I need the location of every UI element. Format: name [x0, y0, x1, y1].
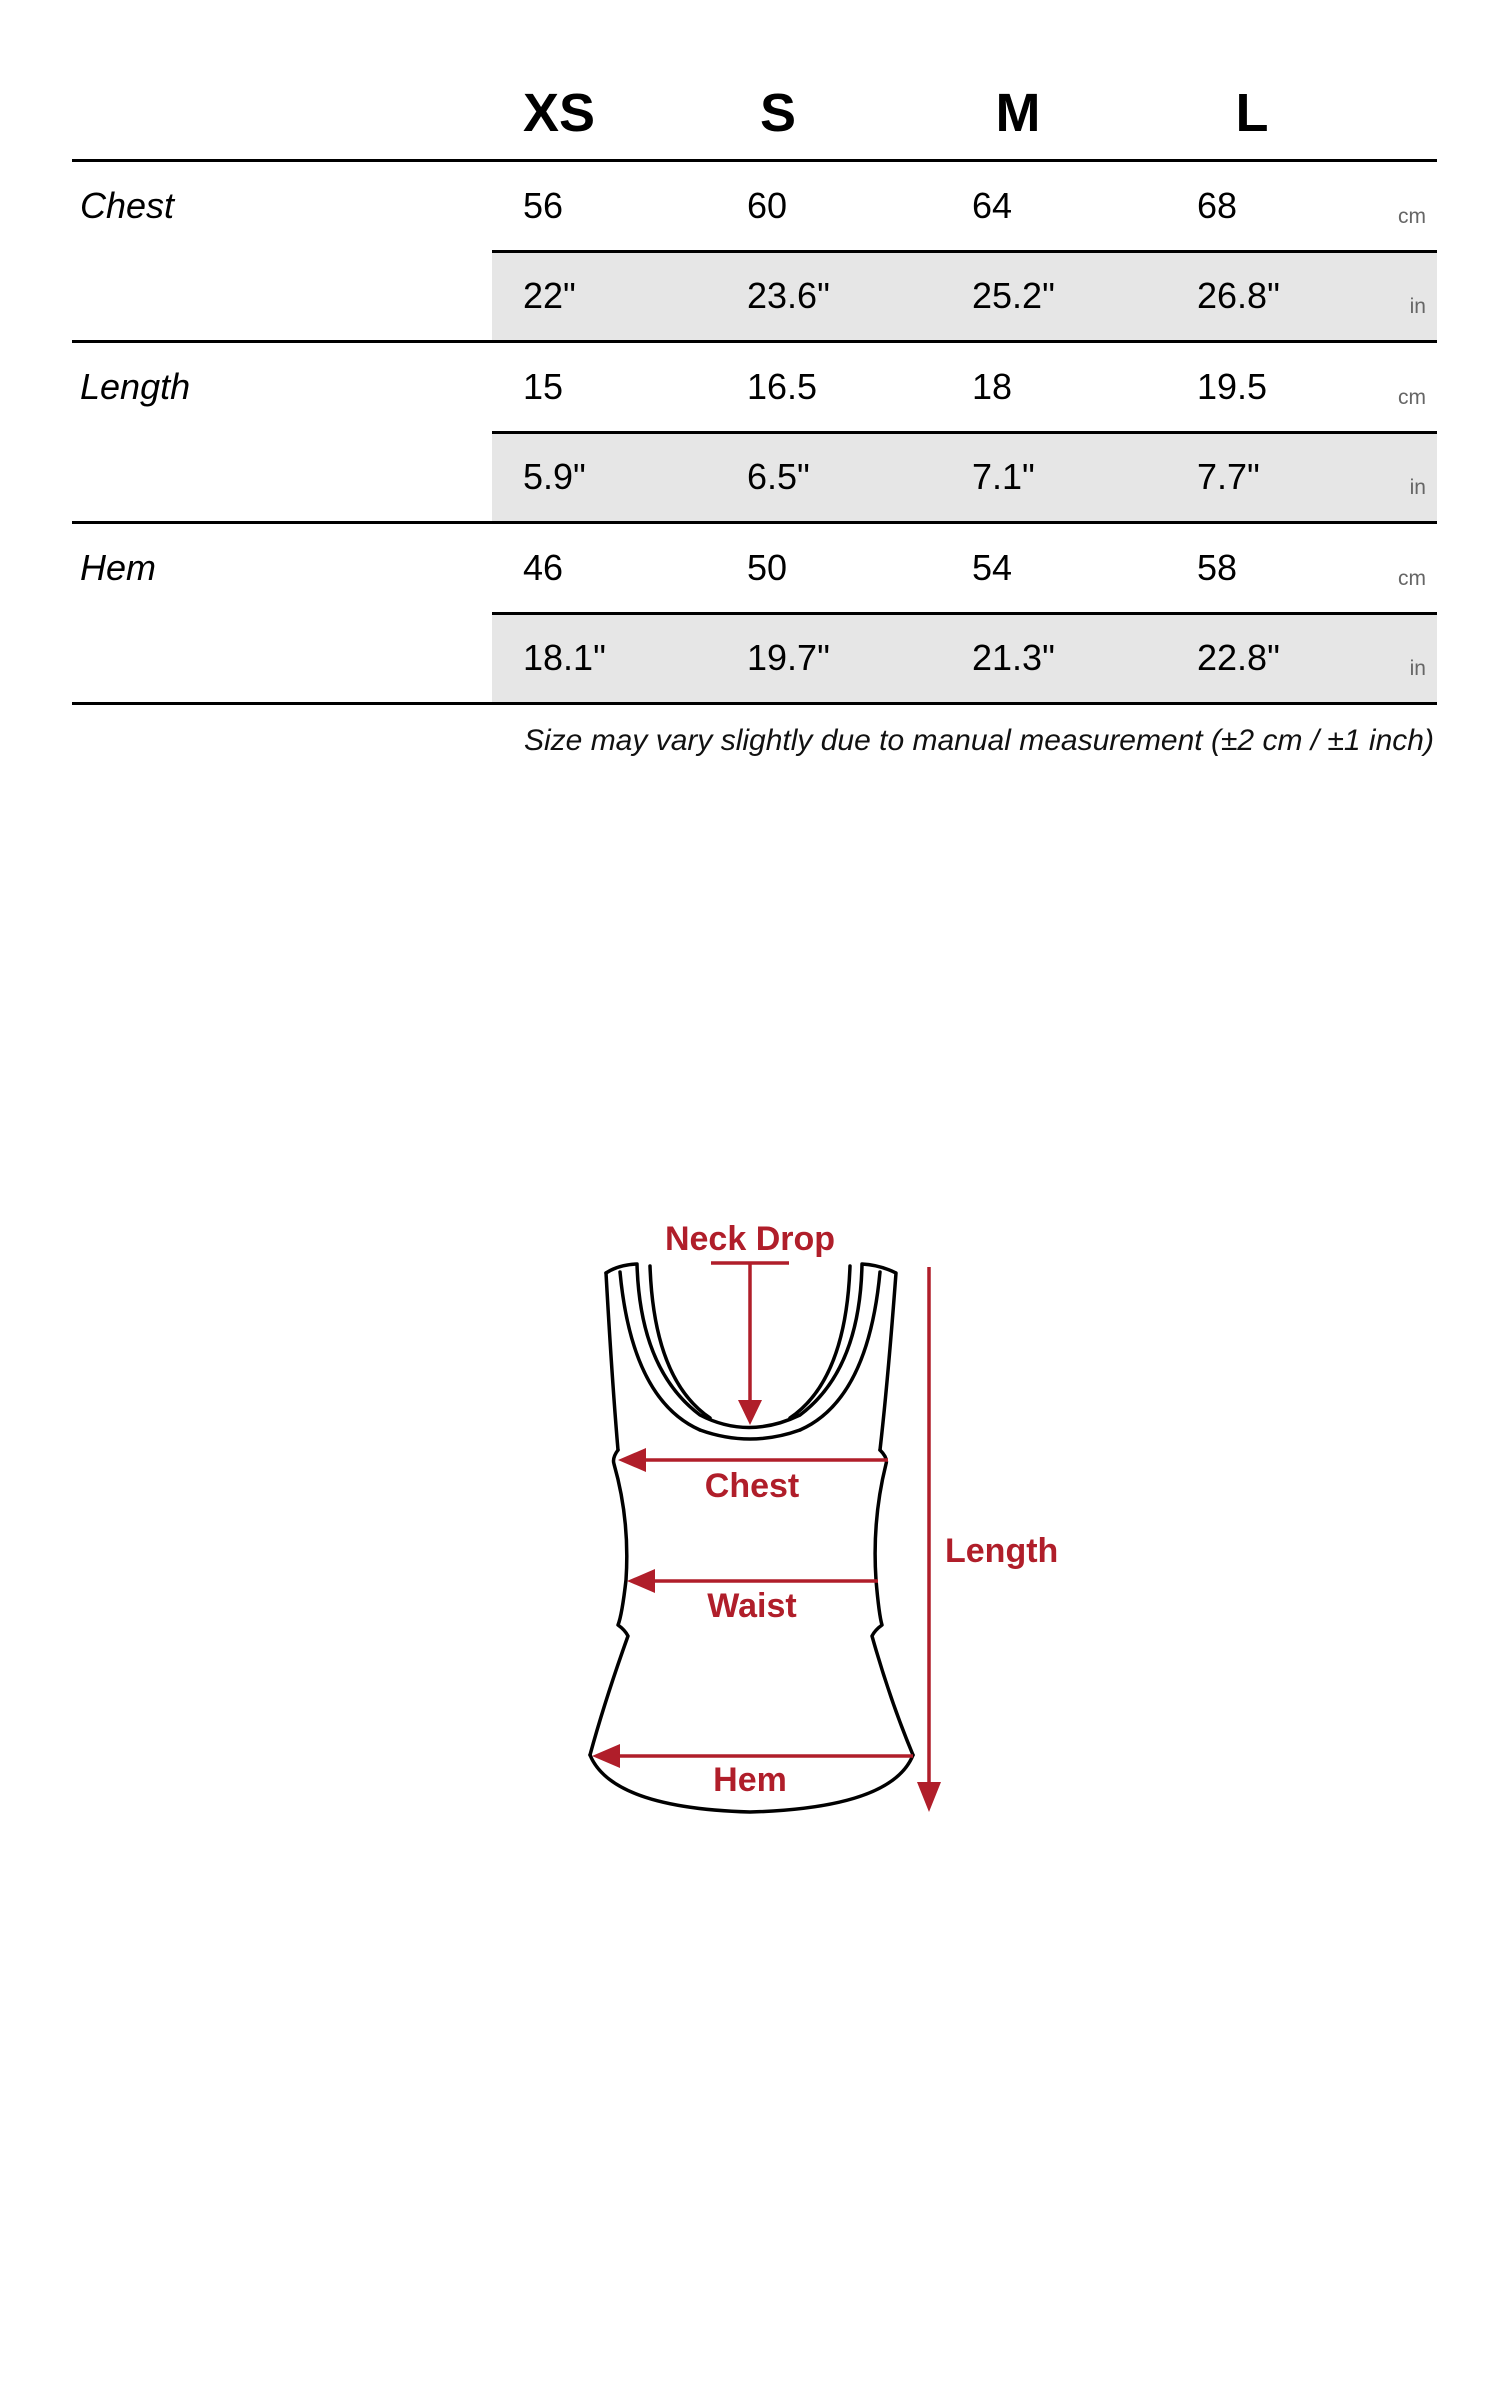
length-bottom-rule: [72, 521, 1437, 524]
length-in-xs: 5.9": [523, 456, 586, 497]
waist-arrowhead: [627, 1569, 655, 1593]
size-header-xs: XS: [522, 83, 596, 143]
hem-in-m: 21.3": [972, 637, 1055, 678]
row-label-hem: Hem: [80, 547, 157, 588]
hem-divider: [492, 612, 1437, 615]
hem-cm-xs: 46: [523, 547, 564, 588]
length-cm-xs: 15: [523, 366, 564, 407]
length-cm-m: 18: [972, 366, 1013, 407]
chest-cm-s: 60: [747, 185, 788, 226]
length-cm-l: 19.5: [1197, 366, 1268, 407]
chest-cm-xs: 56: [523, 185, 564, 226]
chest-arrowhead: [618, 1448, 646, 1472]
chest-in-l: 26.8": [1197, 275, 1280, 316]
label-hem: Hem: [713, 1761, 787, 1799]
chest-cm-m: 64: [972, 185, 1013, 226]
hem-cm-s: 50: [747, 547, 788, 588]
length-in-m: 7.1": [972, 456, 1035, 497]
size-header-m: M: [995, 83, 1041, 143]
length-in-row-bg: [492, 433, 1437, 521]
hem-in-xs: 18.1": [523, 637, 606, 678]
chest-cm-l: 68: [1197, 185, 1238, 226]
hem-in-l: 22.8": [1197, 637, 1280, 678]
size-header-s: S: [759, 83, 797, 143]
hem-in-s: 19.7": [747, 637, 830, 678]
chest-divider: [492, 250, 1437, 253]
size-header-l: L: [1235, 83, 1269, 143]
length-in-l: 7.7": [1197, 456, 1260, 497]
label-waist: Waist: [707, 1587, 797, 1625]
measurement-note: Size may vary slightly due to manual measurement (±2 cm / ±1 inch): [524, 724, 1434, 757]
hem-in-unit: in: [1409, 657, 1426, 680]
chest-bottom-rule: [72, 340, 1437, 343]
row-label-length: Length: [80, 366, 191, 407]
label-chest: Chest: [704, 1467, 800, 1505]
label-length: Length: [945, 1532, 1059, 1570]
chest-in-row-bg: [492, 252, 1437, 340]
hem-in-row-bg: [492, 614, 1437, 702]
hem-cm-l: 58: [1197, 547, 1238, 588]
tank-top-diagram: [0, 1180, 1500, 1840]
table-top-rule: [72, 159, 1437, 162]
chest-cm-unit: cm: [1398, 205, 1426, 228]
length-in-s: 6.5": [747, 456, 810, 497]
chest-in-unit: in: [1409, 295, 1426, 318]
hem-cm-unit: cm: [1398, 567, 1426, 590]
chest-in-m: 25.2": [972, 275, 1055, 316]
length-divider: [492, 431, 1437, 434]
length-cm-unit: cm: [1398, 386, 1426, 409]
label-neck-drop: Neck Drop: [664, 1220, 836, 1258]
length-cm-s: 16.5: [747, 366, 818, 407]
chest-in-s: 23.6": [747, 275, 830, 316]
table-bottom-rule: [72, 702, 1437, 705]
row-label-chest: Chest: [80, 185, 175, 226]
hem-cm-m: 54: [972, 547, 1013, 588]
length-arrowhead: [917, 1782, 941, 1812]
chest-in-xs: 22": [523, 275, 576, 316]
length-in-unit: in: [1409, 476, 1426, 499]
neck-drop-arrowhead: [738, 1400, 762, 1425]
